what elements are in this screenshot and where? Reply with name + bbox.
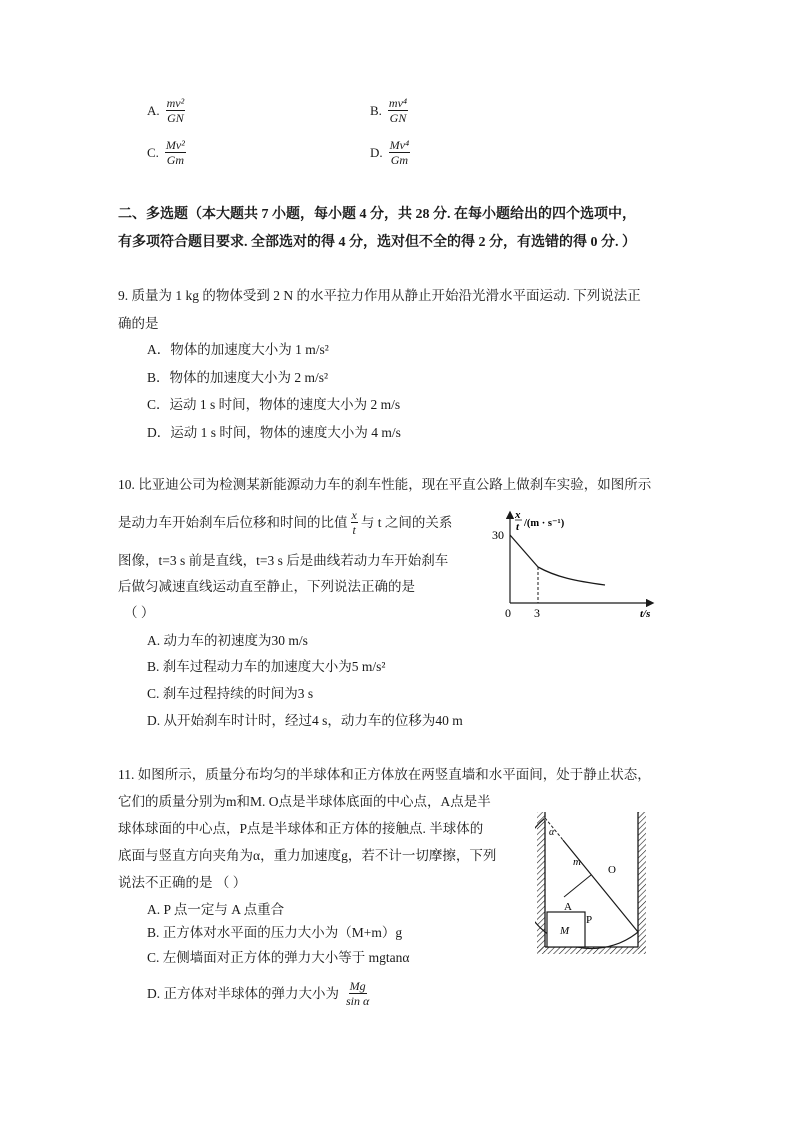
q11-stem-line4: 底面与竖直方向夹角为α，重力加速度g，若不计一切摩擦，下列 xyxy=(118,848,497,863)
q10-option-b: B. 刹车过程动力车的加速度大小为5 m/s² xyxy=(147,659,386,674)
q8-option-d: D. $\frac{\text{Mv⁴}}{Gm}$ xyxy=(370,138,410,167)
q9-stem-line2: 确的是 xyxy=(118,316,159,331)
point-a-label: A xyxy=(564,901,572,913)
q8-option-b: B. $\frac{\text{mv⁴}}{GN}$ xyxy=(370,96,408,125)
graph-ylabel-den: t xyxy=(516,521,520,533)
hemisphere-mass-label: m xyxy=(573,856,581,868)
graph-y-tick-label: 30 xyxy=(492,528,504,542)
point-p-label: P xyxy=(586,914,593,926)
q8-option-d-fraction: $\frac{\text{Mv⁴}}{Gm}$ xyxy=(389,138,410,167)
graph-curve-segment xyxy=(538,567,605,585)
point-o-label: O xyxy=(608,864,616,876)
alpha-label: α xyxy=(549,827,555,838)
q10-answer-paren: （ ） xyxy=(124,605,155,620)
q11-stem-line3: 球体球面的中心点，P点是半球体和正方体的接触点. 半球体的 xyxy=(118,821,484,836)
q8-option-c: C. $\frac{\text{Mv²}}{Gm}$ xyxy=(147,138,185,167)
q8-option-a: A. $\frac{\text{mv²}}{GN}$ xyxy=(147,96,185,125)
graph-origin-label: 0 xyxy=(505,606,511,620)
section2-heading-line1: 二、多选题（本大题共 7 小题，每小题 4 分，共 28 分. 在每小题给出的四个选项中， xyxy=(118,207,636,222)
graph-ylabel-unit: /(m · s⁻¹) xyxy=(524,518,565,529)
q11-option-d: D. 正方体对半球体的弹力大小为 $\frac{Mg}{\text{sin α}}$ xyxy=(147,979,370,1008)
right-wall-hatch xyxy=(638,812,646,952)
q9-option-d: D．运动 1 s 时间，物体的速度大小为 4 m/s xyxy=(147,425,401,440)
q10-option-d: D. 从开始刹车时计时，经过4 s，动力车的位移为40 m xyxy=(147,713,463,728)
q10-option-a: A. 动力车的初速度为30 m/s xyxy=(147,633,308,648)
graph-straight-segment xyxy=(510,535,538,567)
q10-xt-graph xyxy=(490,505,665,625)
q11-option-c: C. 左侧墙面对正方体的弹力大小等于 mgtanα xyxy=(147,950,410,965)
q10-stem-line2: 是动力车开始刹车后位移和时间的比值 $\frac{x}{t}$ 与 t 之间的关系 xyxy=(118,508,453,537)
q10-option-c: C. 刹车过程持续的时间为3 s xyxy=(147,686,314,701)
q10-stem-line4: 后做匀减速直线运动直至静止，下列说法正确的是 xyxy=(118,579,415,594)
q11-option-a: A. P 点一定与 A 点重合 xyxy=(147,902,285,917)
q9-stem-line1: 9. 质量为 1 kg 的物体受到 2 N 的水平拉力作用从静止开始沿光滑水平面运动. 下列说法正 xyxy=(118,288,641,303)
cube-mass-label: M xyxy=(560,925,570,937)
graph-x-tick-label: 3 xyxy=(534,606,540,620)
q8-option-a-fraction: $\frac{\text{mv²}}{GN}$ xyxy=(166,96,185,125)
q10-stem-line1: 10. 比亚迪公司为检测某新能源动力车的刹车性能，现在平直公路上做刹车实验，如图所示 xyxy=(118,477,652,492)
q9-option-b: B．物体的加速度大小为 2 m/s² xyxy=(147,370,329,385)
q11-stem-line2: 它们的质量分别为m和M. O点是半球体底面的中心点，A点是半 xyxy=(118,794,491,809)
radius-line-o-to-a xyxy=(564,875,591,897)
q10-ratio-fraction: $\frac{x}{t}$ xyxy=(351,508,357,537)
q8-option-c-fraction: $\frac{\text{Mv²}}{Gm}$ xyxy=(165,138,185,167)
q9-option-a: A．物体的加速度大小为 1 m/s² xyxy=(147,342,329,357)
q8-option-b-fraction: $\frac{\text{mv⁴}}{GN}$ xyxy=(388,96,408,125)
section2-heading-line2: 有多项符合题目要求. 全部选对的得 4 分，选对但不全的得 2 分，有选错的得 0 分. ） xyxy=(118,235,636,250)
q11-hemisphere-cube-figure xyxy=(535,808,650,956)
q11-stem-line5: 说法不正确的是 （ ） xyxy=(118,875,247,890)
graph-xlabel: t/s xyxy=(640,608,651,620)
q9-option-c: C．运动 1 s 时间，物体的速度大小为 2 m/s xyxy=(147,397,401,412)
q11-stem-line1: 11. 如图所示，质量分布均匀的半球体和正方体放在两竖直墙和水平面间，处于静止状态， xyxy=(118,767,651,782)
q11-option-d-fraction: $\frac{Mg}{\text{sin α}}$ xyxy=(346,979,370,1008)
q10-stem-line3: 图像，t=3 s 前是直线，t=3 s 后是曲线若动力车开始刹车 xyxy=(118,553,449,568)
graph-ylabel-num: x xyxy=(515,509,521,521)
q11-option-b: B. 正方体对水平面的压力大小为（M+m）g xyxy=(147,925,403,940)
